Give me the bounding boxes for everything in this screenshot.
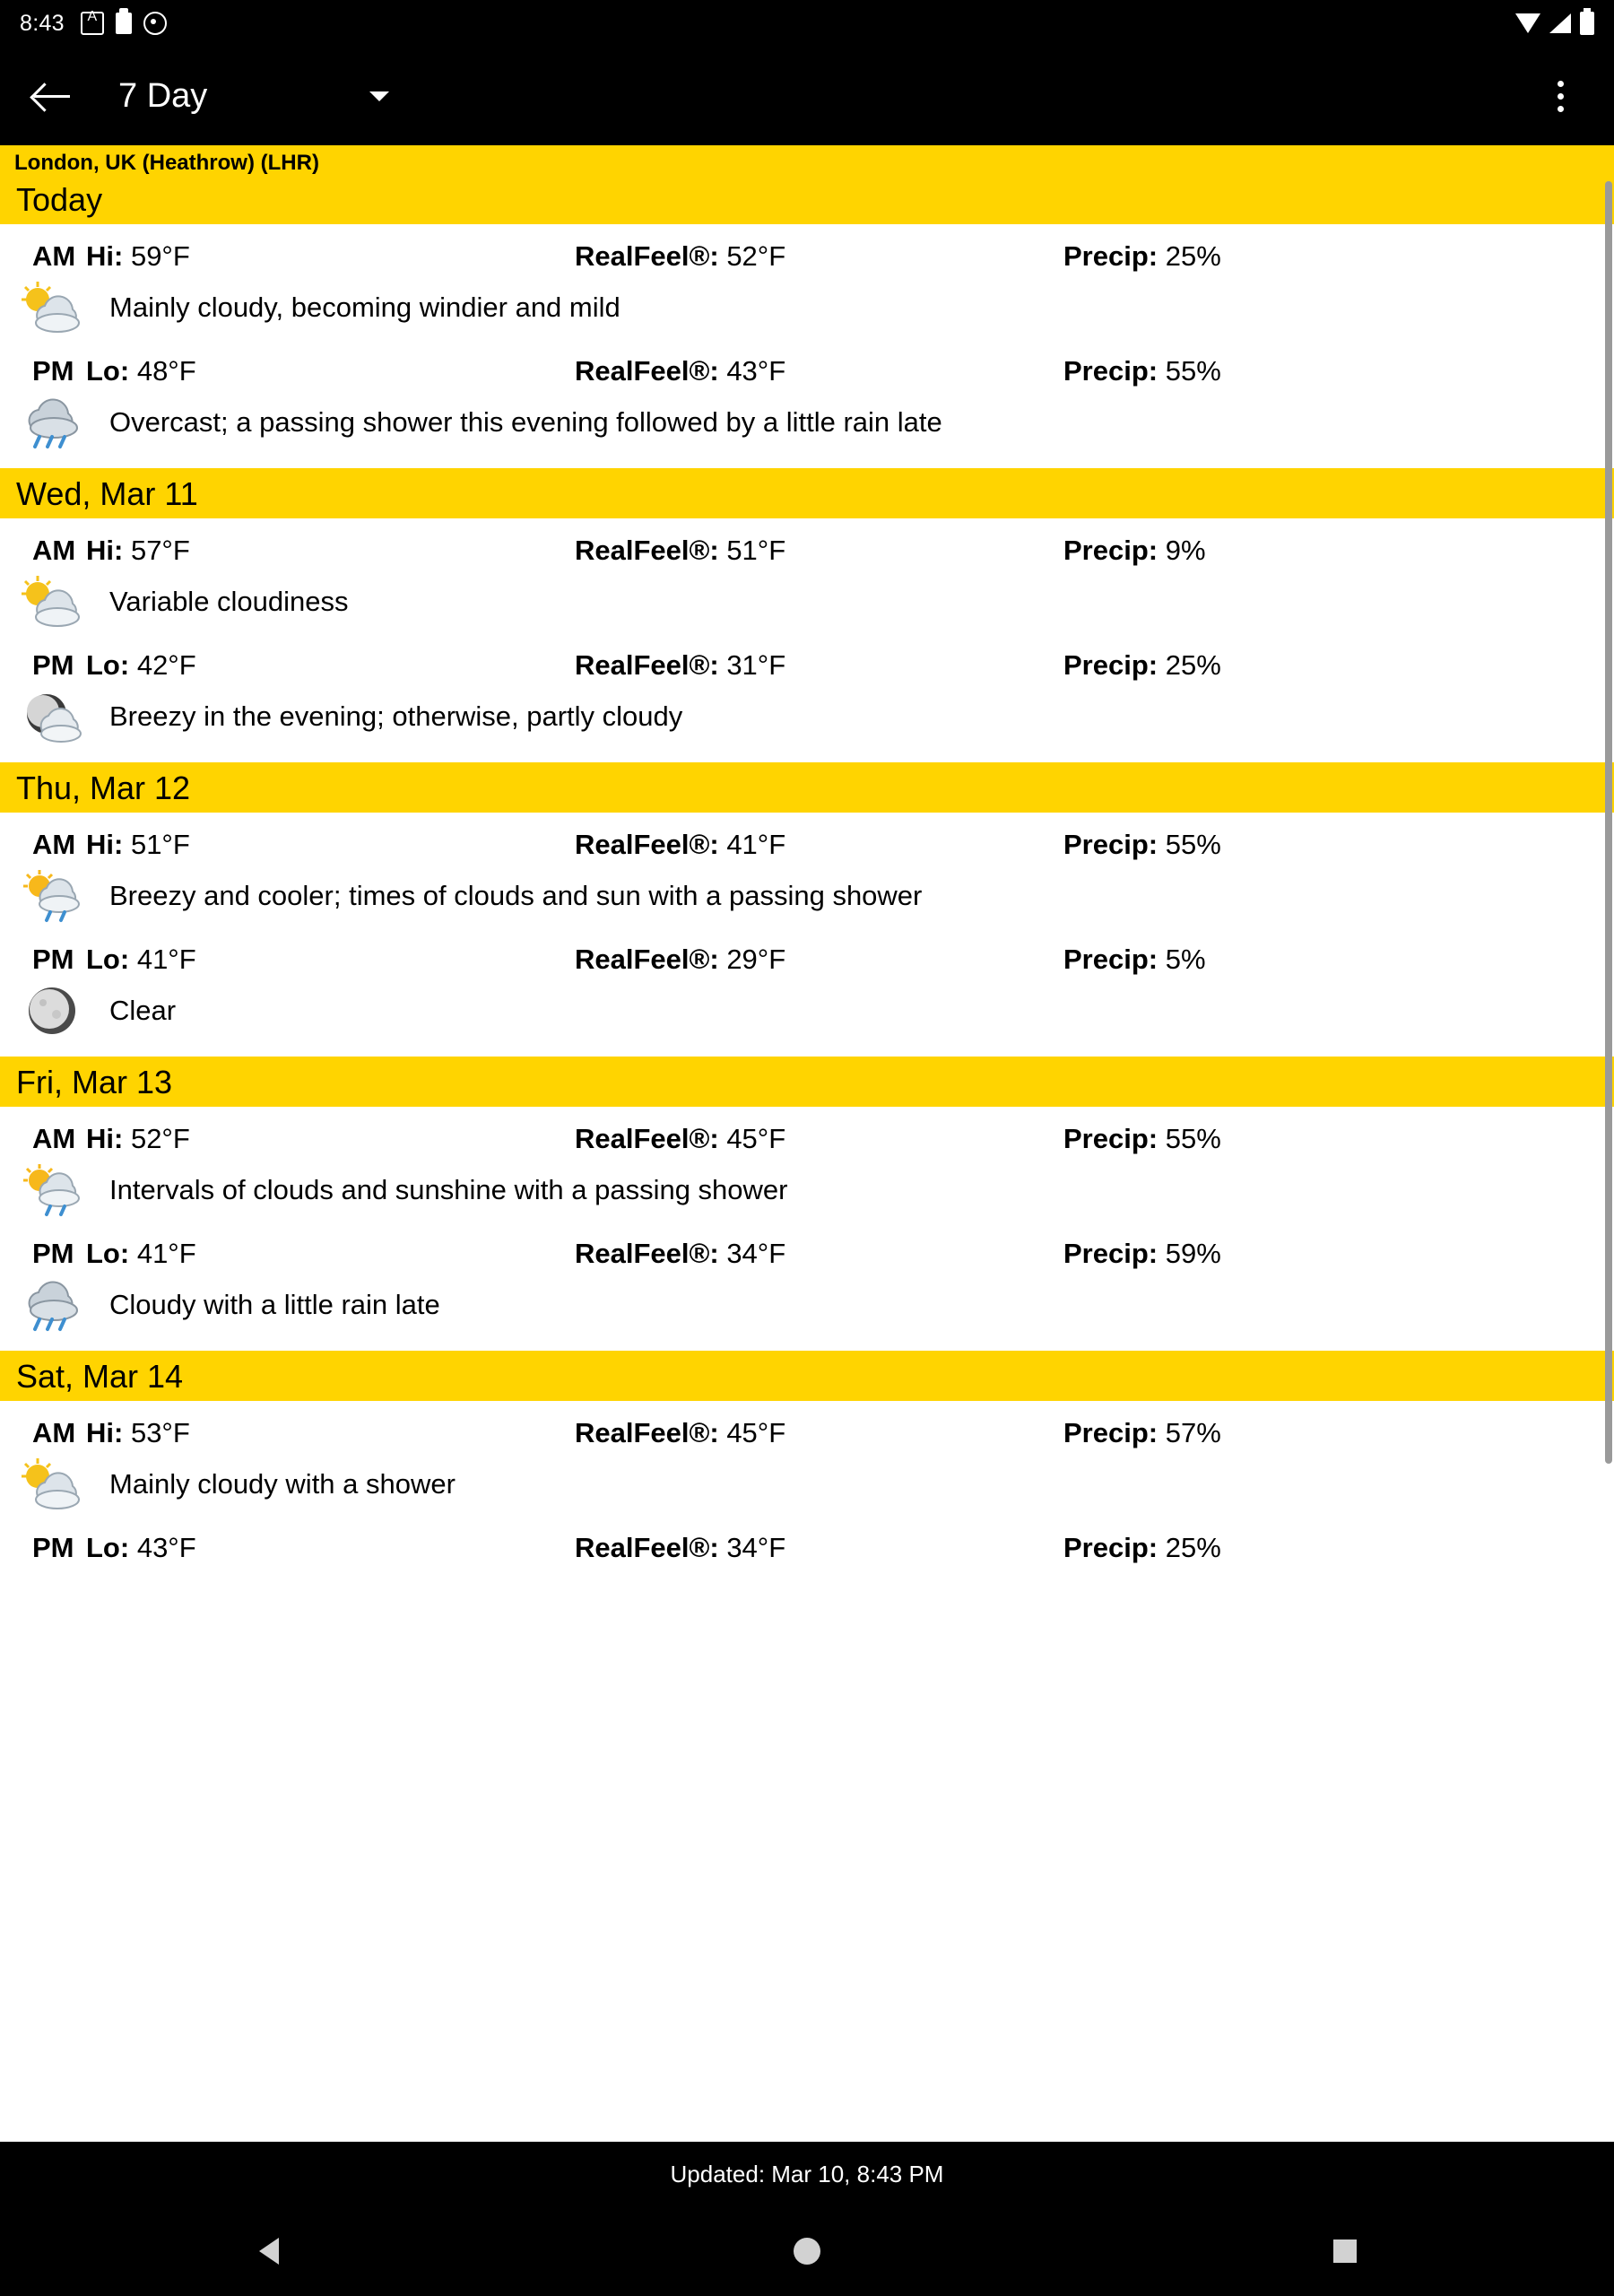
description-row xyxy=(0,1155,1614,1222)
temp-label: Lo: xyxy=(86,944,130,975)
temp-cell xyxy=(86,240,575,273)
status-icons-left xyxy=(81,12,167,35)
description-row xyxy=(0,273,1614,339)
precip-cell xyxy=(1063,355,1614,387)
precip-cell xyxy=(1063,649,1614,682)
description-row xyxy=(0,976,1614,1042)
realfeel-value: 34°F xyxy=(726,1532,786,1563)
forecast-range-spinner[interactable] xyxy=(118,77,389,116)
rain-cloud-icon xyxy=(0,1277,109,1333)
temp-value: 53°F xyxy=(130,1417,190,1448)
day-block xyxy=(0,224,1614,468)
partly-cloudy-day-icon xyxy=(0,1457,109,1512)
realfeel-label: RealFeel®: xyxy=(575,1417,719,1448)
realfeel-label: RealFeel®: xyxy=(575,649,719,681)
clipboard-icon xyxy=(116,13,132,34)
wifi-icon xyxy=(1515,13,1540,33)
precip-value: 25% xyxy=(1165,649,1221,681)
description-row xyxy=(0,387,1614,454)
dot xyxy=(1558,81,1564,87)
scrollbar-thumb[interactable] xyxy=(1605,181,1612,1464)
realfeel-cell xyxy=(575,240,1063,273)
square xyxy=(1333,2239,1357,2263)
system-nav-bar xyxy=(0,2206,1614,2296)
temp-cell xyxy=(86,1123,575,1155)
precip-label: Precip: xyxy=(1063,829,1158,860)
realfeel-value: 31°F xyxy=(726,649,786,681)
forecast-content xyxy=(0,145,1614,2142)
period-row xyxy=(0,927,1614,976)
period-label: AM xyxy=(32,240,76,272)
partly-cloudy-night-icon xyxy=(0,689,109,744)
day-header: Sat, Mar 14 xyxy=(0,1351,1614,1401)
realfeel-label: RealFeel®: xyxy=(575,535,719,566)
period-row xyxy=(0,1222,1614,1270)
precip-label: Precip: xyxy=(1063,1532,1158,1563)
realfeel-cell xyxy=(575,535,1063,567)
temp-label: Lo: xyxy=(86,355,130,387)
dot xyxy=(1558,93,1564,100)
period-row xyxy=(0,1107,1614,1155)
realfeel-cell xyxy=(575,355,1063,387)
circle xyxy=(794,2238,820,2265)
day-header: Today xyxy=(0,174,1614,224)
temp-value: 57°F xyxy=(130,535,190,566)
realfeel-cell xyxy=(575,1123,1063,1155)
realfeel-value: 51°F xyxy=(726,535,786,566)
more-vertical-icon[interactable] xyxy=(1533,65,1587,127)
temp-label: Hi: xyxy=(86,535,124,566)
temp-value: 43°F xyxy=(136,1532,196,1563)
precip-value: 25% xyxy=(1165,240,1221,272)
realfeel-label: RealFeel®: xyxy=(575,1238,719,1269)
day-header: Thu, Mar 12 xyxy=(0,762,1614,813)
day-block xyxy=(0,1107,1614,1351)
vertical-scrollbar[interactable] xyxy=(1605,145,1612,2142)
precip-value: 55% xyxy=(1165,1123,1221,1154)
partly-cloudy-day-icon xyxy=(0,280,109,335)
precip-cell xyxy=(1063,1532,1614,1564)
temp-label: Lo: xyxy=(86,1532,130,1563)
sun-cloud-shower-icon xyxy=(0,1162,109,1218)
description-row xyxy=(0,861,1614,927)
realfeel-label: RealFeel®: xyxy=(575,944,719,975)
period-label: AM xyxy=(32,1417,76,1448)
description-text: Breezy in the evening; otherwise, partly cloudy xyxy=(109,700,683,732)
precip-cell xyxy=(1063,535,1614,567)
nav-home-icon[interactable] xyxy=(538,2238,1076,2265)
description-text: Cloudy with a little rain late xyxy=(109,1289,440,1320)
day-header: Fri, Mar 13 xyxy=(0,1057,1614,1107)
back-arrow-icon[interactable] xyxy=(27,71,77,121)
precip-cell xyxy=(1063,829,1614,861)
app-bar xyxy=(0,47,1614,145)
temp-value: 52°F xyxy=(130,1123,190,1154)
precip-value: 9% xyxy=(1165,535,1206,566)
partly-cloudy-day-icon xyxy=(0,574,109,630)
chevron-down-icon xyxy=(369,91,389,101)
period-label: PM xyxy=(32,1238,74,1269)
precip-value: 25% xyxy=(1165,1532,1221,1563)
realfeel-label: RealFeel®: xyxy=(575,1123,719,1154)
description-text: Clear xyxy=(109,995,177,1026)
precip-label: Precip: xyxy=(1063,1238,1158,1269)
period-row xyxy=(0,518,1614,567)
precip-cell xyxy=(1063,1417,1614,1449)
nav-back-icon[interactable] xyxy=(0,2238,538,2265)
realfeel-value: 41°F xyxy=(726,829,786,860)
period-row xyxy=(0,339,1614,387)
period-label: PM xyxy=(32,1532,74,1563)
precip-value: 57% xyxy=(1165,1417,1221,1448)
status-bar xyxy=(0,0,1614,47)
temp-value: 51°F xyxy=(130,829,190,860)
realfeel-cell xyxy=(575,1417,1063,1449)
period-label: PM xyxy=(32,649,74,681)
temp-cell xyxy=(86,1532,575,1564)
realfeel-value: 45°F xyxy=(726,1123,786,1154)
precip-label: Precip: xyxy=(1063,240,1158,272)
temp-cell xyxy=(86,1238,575,1270)
day-block xyxy=(0,813,1614,1057)
description-row xyxy=(0,682,1614,748)
temp-cell xyxy=(86,944,575,976)
period-row xyxy=(0,224,1614,273)
precip-cell xyxy=(1063,1123,1614,1155)
battery-icon xyxy=(1580,12,1594,35)
day-block xyxy=(0,518,1614,762)
realfeel-cell xyxy=(575,1532,1063,1564)
realfeel-value: 34°F xyxy=(726,1238,786,1269)
realfeel-value: 43°F xyxy=(726,355,786,387)
cell-signal-icon xyxy=(1549,13,1571,33)
temp-label: Lo: xyxy=(86,1238,130,1269)
realfeel-cell xyxy=(575,649,1063,682)
period-row xyxy=(0,813,1614,861)
temp-label: Hi: xyxy=(86,1123,124,1154)
updated-footer xyxy=(0,2142,1614,2206)
realfeel-cell xyxy=(575,1238,1063,1270)
period-row xyxy=(0,633,1614,682)
description-row xyxy=(0,567,1614,633)
description-text: Overcast; a passing shower this evening followed by a little rain late xyxy=(109,406,942,438)
app-letter-icon xyxy=(81,12,104,35)
description-row xyxy=(0,1449,1614,1516)
realfeel-value: 29°F xyxy=(726,944,786,975)
precip-label: Precip: xyxy=(1063,649,1158,681)
realfeel-value: 45°F xyxy=(726,1417,786,1448)
temp-value: 48°F xyxy=(136,355,196,387)
precip-value: 55% xyxy=(1165,829,1221,860)
precip-label: Precip: xyxy=(1063,355,1158,387)
precip-value: 5% xyxy=(1165,944,1206,975)
realfeel-label: RealFeel®: xyxy=(575,240,719,272)
realfeel-label: RealFeel®: xyxy=(575,355,719,387)
temp-label: Hi: xyxy=(86,240,124,272)
description-row xyxy=(0,1270,1614,1336)
period-label: AM xyxy=(32,1123,76,1154)
temp-cell xyxy=(86,649,575,682)
precip-label: Precip: xyxy=(1063,1417,1158,1448)
nav-recents-icon[interactable] xyxy=(1076,2239,1614,2263)
precip-label: Precip: xyxy=(1063,1123,1158,1154)
forecast-scroll[interactable] xyxy=(0,145,1614,2142)
realfeel-label: RealFeel®: xyxy=(575,829,719,860)
status-clock: 8:43 xyxy=(20,10,65,36)
description-text: Intervals of clouds and sunshine with a passing shower xyxy=(109,1174,788,1205)
temp-value: 41°F xyxy=(136,1238,196,1269)
day-header: Wed, Mar 11 xyxy=(0,468,1614,518)
temp-cell xyxy=(86,355,575,387)
temp-cell xyxy=(86,829,575,861)
description-text: Mainly cloudy, becoming windier and mild xyxy=(109,291,620,323)
realfeel-cell xyxy=(575,944,1063,976)
description-text: Mainly cloudy with a shower xyxy=(109,1468,456,1500)
realfeel-label: RealFeel®: xyxy=(575,1532,719,1563)
rain-cloud-icon xyxy=(0,395,109,450)
precip-label: Precip: xyxy=(1063,535,1158,566)
temp-value: 59°F xyxy=(130,240,190,272)
precip-label: Precip: xyxy=(1063,944,1158,975)
precip-cell xyxy=(1063,240,1614,273)
period-row xyxy=(0,1401,1614,1449)
realfeel-cell xyxy=(575,829,1063,861)
description-text: Breezy and cooler; times of clouds and sun with a passing shower xyxy=(109,880,923,911)
sun-cloud-shower-icon xyxy=(0,868,109,924)
temp-cell xyxy=(86,1417,575,1449)
status-icons-right xyxy=(1515,12,1594,35)
precip-cell xyxy=(1063,944,1614,976)
dot xyxy=(1558,106,1564,112)
period-label: PM xyxy=(32,355,74,387)
period-label: AM xyxy=(32,829,76,860)
spinner-label: 7 Day xyxy=(118,76,208,115)
temp-value: 41°F xyxy=(136,944,196,975)
realfeel-value: 52°F xyxy=(726,240,786,272)
period-row xyxy=(0,1516,1614,1564)
location-label: London, UK (Heathrow) (LHR) xyxy=(0,145,1614,174)
precip-value: 59% xyxy=(1165,1238,1221,1269)
precip-cell xyxy=(1063,1238,1614,1270)
triangle xyxy=(259,2238,279,2265)
description-text: Variable cloudiness xyxy=(109,586,349,617)
clear-moon-icon xyxy=(0,983,109,1039)
period-label: PM xyxy=(32,944,74,975)
updated-text: Updated: Mar 10, 8:43 PM xyxy=(670,2160,944,2187)
temp-label: Lo: xyxy=(86,649,130,681)
period-label: AM xyxy=(32,535,76,566)
temp-label: Hi: xyxy=(86,1417,124,1448)
temp-cell xyxy=(86,535,575,567)
day-block xyxy=(0,1401,1614,1578)
temp-label: Hi: xyxy=(86,829,124,860)
precip-value: 55% xyxy=(1165,355,1221,387)
temp-value: 42°F xyxy=(136,649,196,681)
record-circle-icon xyxy=(143,12,167,35)
